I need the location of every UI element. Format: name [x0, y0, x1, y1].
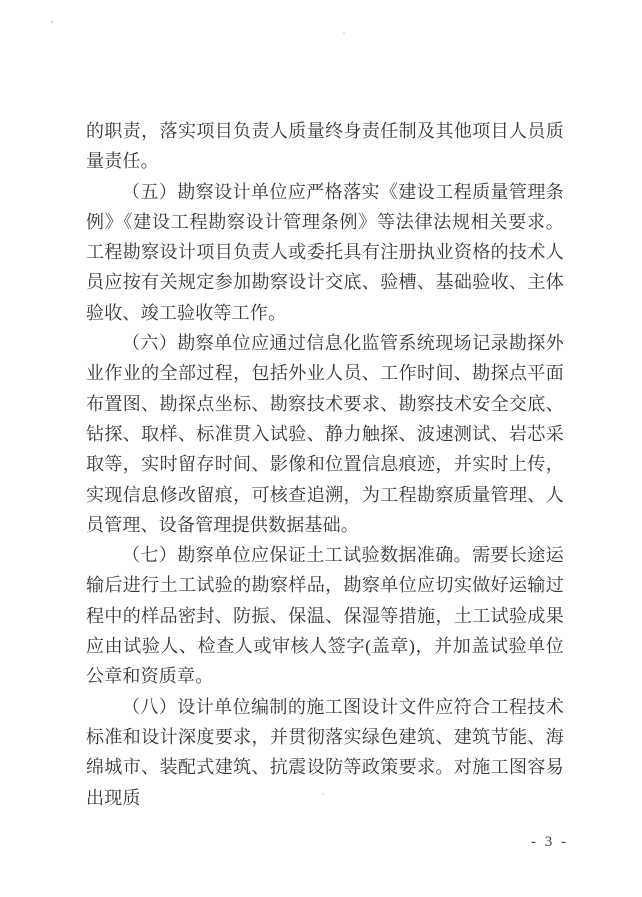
- paragraph: （六）勘察单位应通过信息化监管系统现场记录勘探外业作业的全部过程，包括外业人员、工作时间、勘探点平面布置图、勘探点坐标、勘察技术要求、勘察技术安全交底、钻探、取样、标准贯入试验、静力触探、波速测试、岩芯采取等，实时留存时间、影像和位置信息痕迹，并实时上传，实现信息修改留痕，可核查追溯，为工程勘察质量管理、人员管理、设备管理提供数据基础。: [86, 333, 564, 535]
- page-number: - 3 -: [531, 834, 569, 850]
- paragraph: （七）勘察单位应保证土工试验数据准确。需要长途运输后进行土工试验的勘察样品，勘察单位应切实做好运输过程中的样品密封、防振、保温、保湿等措施，土工试验成果应由试验人、检查人或审核人签字(盖章)，并加盖试验单位公章和资质章。: [86, 545, 564, 687]
- paragraph: 的职责，落实项目负责人质量终身责任制及其他项目人员质量责任。: [86, 121, 564, 172]
- paragraph: （五）勘察设计单位应严格落实《建设工程质量管理条例》《建设工程勘察设计管理条例》等法律法规相关要求。工程勘察设计项目负责人或委托具有注册执业资格的技术人员应按有关规定参加勘察设计交底、验槽、基础验收、主体验收、竣工验收等工作。: [86, 181, 564, 323]
- scan-speck: [51, 21, 53, 23]
- paragraph: （八）设计单位编制的施工图设计文件应符合工程技术标准和设计深度要求，并贯彻落实绿色建筑、建筑节能、海绵城市、装配式建筑、抗震设防等政策要求。对施工图容易出现质: [86, 696, 564, 808]
- text-column: [86, 116, 564, 813]
- scan-speck: [343, 32, 345, 34]
